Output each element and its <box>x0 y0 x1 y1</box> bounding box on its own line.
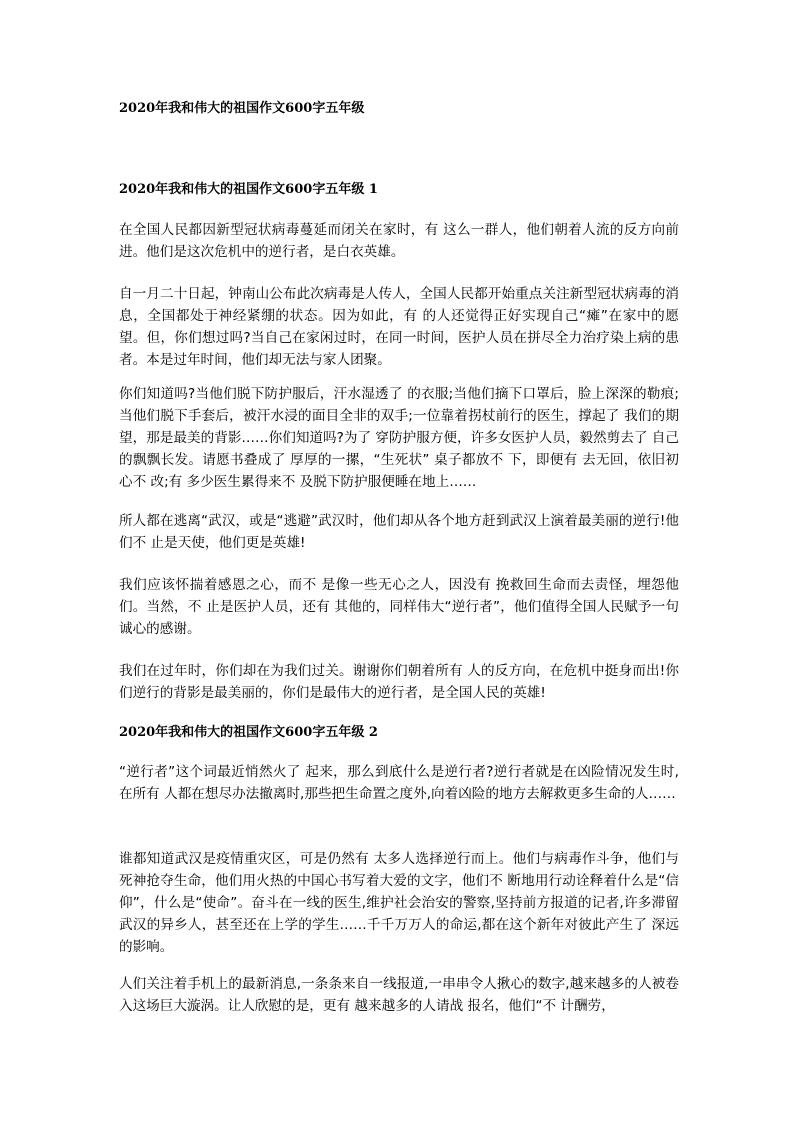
document-title: 2020年我和伟大的祖国作文600字五年级 <box>119 101 365 116</box>
section-2-paragraph-2: 谁都知道武汉是疫情重灾区，可是仍然有 太多人选择逆行而上。他们与病毒作斗争，他们与死神抢夺生命，他们用火热的中国心书写着大爱的文字，他们不 断地用行动诠释着什么是“信仰”，什么是“使命”。奋斗在一线的医生,维护社会治安的警察,坚持前方报道的记者,许多滞留武汉的异乡人，甚至还在上学的学生……千千万万人的命运,都在这个新年对彼此产生了 深远的影响。 <box>119 851 679 955</box>
section-1-paragraph-3: 你们知道吗?当他们脱下防护服后，汗水湿透了 的衣服;当他们摘下口罩后，脸上深深的勒痕;当他们脱下手套后，被汗水浸的面目全非的双手;一位靠着拐杖前行的医生，撑起了 我们的期望，那是最美的背影……你们知道吗?为了 穿防护服方便，许多女医护人员，毅然剪去了 自己的飘飘长发。请愿书叠成了 厚厚的一摞，“生死状” 桌子都放不 下，即便有 去无回，依旧初心不 改;有 多少医生累得来不 及脱下防护服便睡在地上…… <box>119 386 679 490</box>
section-2-paragraph-1: “逆行者”这个词最近悄然火了 起来，那么到底什么是逆行者?逆行者就是在凶险情况发生时,在所有 人都在想尽办法撤离时,那些把生命置之度外,向着凶险的地方去解救更多生命的人…… <box>119 764 679 802</box>
section-1-paragraph-4: 所人都在逃离“武汉，或是“逃避”武汉时，他们却从各个地方赶到武汉上演着最美丽的逆行!他们不 止是天使，他们更是英雄! <box>119 513 679 551</box>
section-1-paragraph-6: 我们在过年时，你们却在为我们过关。谢谢你们朝着所有 人的反方向，在危机中挺身而出!你们逆行的背影是最美丽的，你们是最伟大的逆行者，是全国人民的英雄! <box>119 663 679 701</box>
section-1-paragraph-5: 我们应该怀揣着感恩之心，而不 是像一些无心之人，因没有 挽救回生命而去责怪，埋怨他们。当然，不 止是医护人员，还有 其他的，同样伟大“逆行者”，他们值得全国人民赋予一句诚心的感谢。 <box>119 577 679 637</box>
section-2-heading: 2020年我和伟大的祖国作文600字五年级 2 <box>119 725 378 740</box>
section-1-paragraph-2: 自一月二十日起，钟南山公布此次病毒是人传人，全国人民都开始重点关注新型冠状病毒的消息，全国都处于神经紧绷的状态。因为如此，有 的人还觉得正好实现自己“瘫”在家中的愿望。但，你们想过吗?当自己在家闲过时，在同一时间，医护人员在拼尽全力治疗染上病的患者。本是过年时间，他们却无法与家人团聚。 <box>119 286 679 368</box>
section-1-heading: 2020年我和伟大的祖国作文600字五年级 1 <box>119 182 378 197</box>
section-2-paragraph-3: 人们关注着手机上的最新消息,一条条来自一线报道,一串串令人揪心的数字,越来越多的人被卷入这场巨大漩涡。让人欣慰的是，更有 越来越多的人请战 报名，他们“不 计酬劳， <box>119 976 679 1014</box>
section-1-paragraph-1: 在全国人民都因新型冠状病毒蔓延而闭关在家时，有 这么一群人，他们朝着人流的反方向前进。他们是这次危机中的逆行者，是白衣英雄。 <box>119 222 679 260</box>
